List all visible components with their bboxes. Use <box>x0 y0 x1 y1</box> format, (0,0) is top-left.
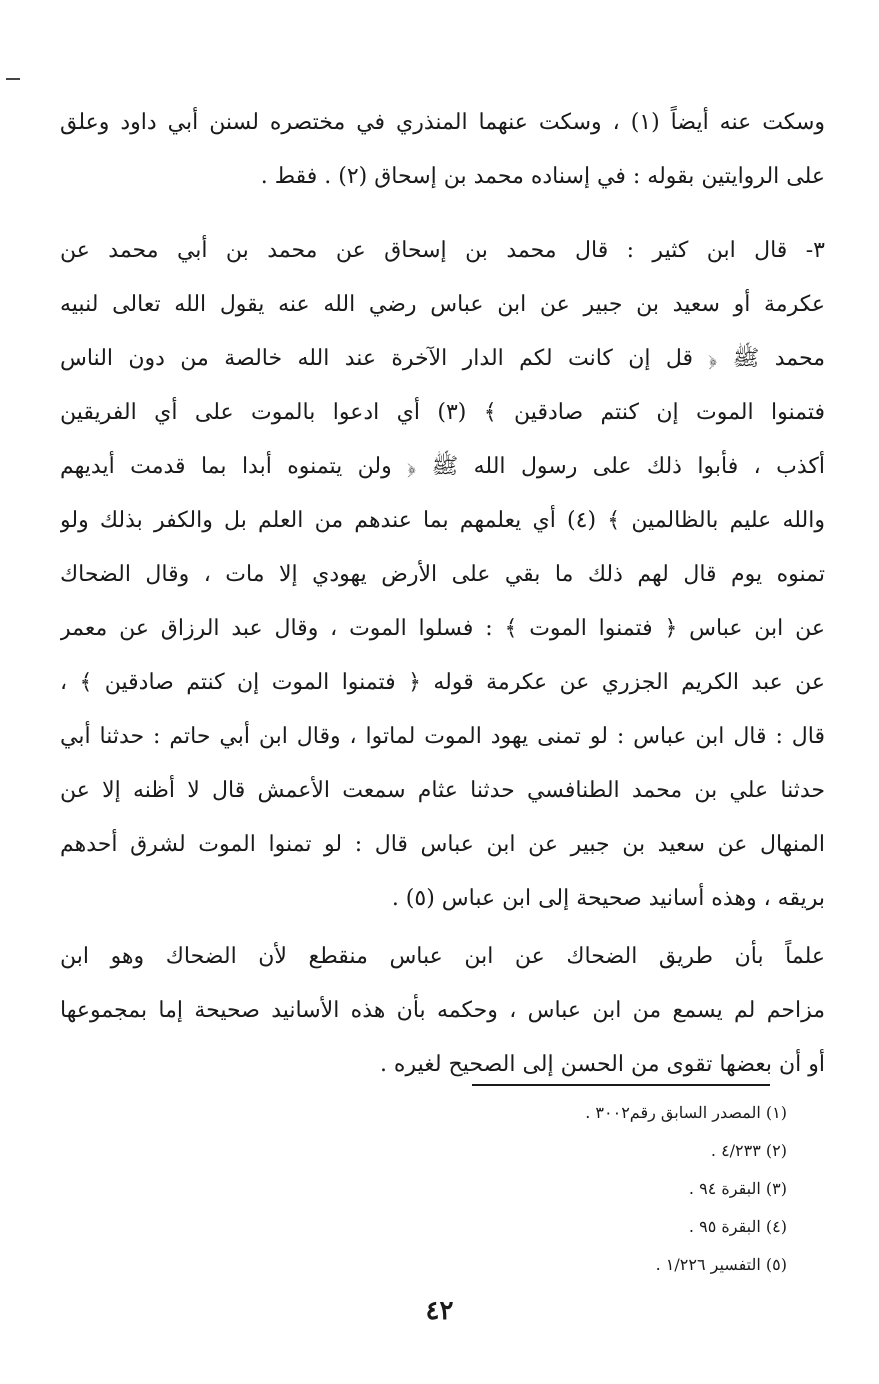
footnote-divider <box>472 1084 770 1086</box>
paragraph-3 <box>60 930 825 1092</box>
text-line: قال : قال ابن عباس : لو تمنى يهود الموت لماتوا ، وقال ابن أبي حاتم : حدثنا أبي <box>60 724 825 749</box>
footnotes <box>387 1094 787 1284</box>
footnote-2: (٢) ٤/٢٣٣ . <box>710 1141 787 1160</box>
text-line: والله عليم بالظالمين ﴾ (٤) أي يعلمهم بما عندهم من العلم بل والكفر بذلك ولو <box>60 508 825 533</box>
text-line: علماً بأن طريق الضحاك عن ابن عباس منقطع لأن الضحاك وهو ابن <box>60 944 825 969</box>
footnote-5: (٥) التفسير ١/٢٢٦ . <box>655 1255 787 1274</box>
text-line: بريقه ، وهذه أسانيد صحيحة إلى ابن عباس (٥) . <box>391 886 825 911</box>
page-number: ٤٢ <box>425 1296 454 1326</box>
footnote-4: (٤) البقرة ٩٥ . <box>688 1217 787 1236</box>
text-line: أو أن بعضها تقوى من الحسن إلى الصحيح لغيره . <box>379 1052 825 1077</box>
paragraph-2 <box>60 224 825 926</box>
text-line: عكرمة أو سعيد بن جبير عن ابن عباس رضي الله عنه يقول الله تعالى لنبيه <box>60 292 825 317</box>
text-line: محمد ﷺ ﴿ قل إن كانت لكم الدار الآخرة عند الله خالصة من دون الناس <box>60 346 825 371</box>
text-line: وسكت عنه أيضاً (١) ، وسكت عنهما المنذري في مختصره لسنن أبي داود وعلق <box>60 110 825 135</box>
scan-edge-mark <box>6 78 20 80</box>
footnote-1: (١) المصدر السابق رقم٣٠٠٢ . <box>585 1103 787 1122</box>
footnote-3: (٣) البقرة ٩٤ . <box>688 1179 787 1198</box>
text-line: أكذب ، فأبوا ذلك على رسول الله ﷺ ﴿ ولن يتمنوه أبدا بما قدمت أيديهم <box>60 454 825 479</box>
text-line: مزاحم لم يسمع من ابن عباس ، وحكمه بأن هذه الأسانيد صحيحة إما بمجموعها <box>60 998 825 1023</box>
text-line: حدثنا علي بن محمد الطنافسي حدثنا عثام سمعت الأعمش قال لا أظنه إلا عن <box>60 778 825 803</box>
text-line: عن ابن عباس ﴿ فتمنوا الموت ﴾ : فسلوا الموت ، وقال عبد الرزاق عن معمر <box>60 616 825 641</box>
text-line: المنهال عن سعيد بن جبير عن ابن عباس قال : لو تمنوا الموت لشرق أحدهم <box>60 832 825 857</box>
text-line: على الروايتين بقوله : في إسناده محمد بن إسحاق (٢) . فقط . <box>260 164 825 189</box>
paragraph-1 <box>60 96 825 204</box>
main-text <box>60 96 825 1092</box>
text-line: ٣- قال ابن كثير : قال محمد بن إسحاق عن محمد بن أبي محمد عن <box>60 238 825 263</box>
text-line: فتمنوا الموت إن كنتم صادقين ﴾ (٣) أي ادعوا بالموت على أي الفريقين <box>60 400 825 425</box>
text-line: عن عبد الكريم الجزري عن عكرمة قوله ﴿ فتمنوا الموت إن كنتم صادقين ﴾ ، <box>60 670 825 695</box>
text-line: تمنوه يوم قال لهم ذلك ما بقي على الأرض يهودي إلا مات ، وقال الضحاك <box>60 562 825 587</box>
